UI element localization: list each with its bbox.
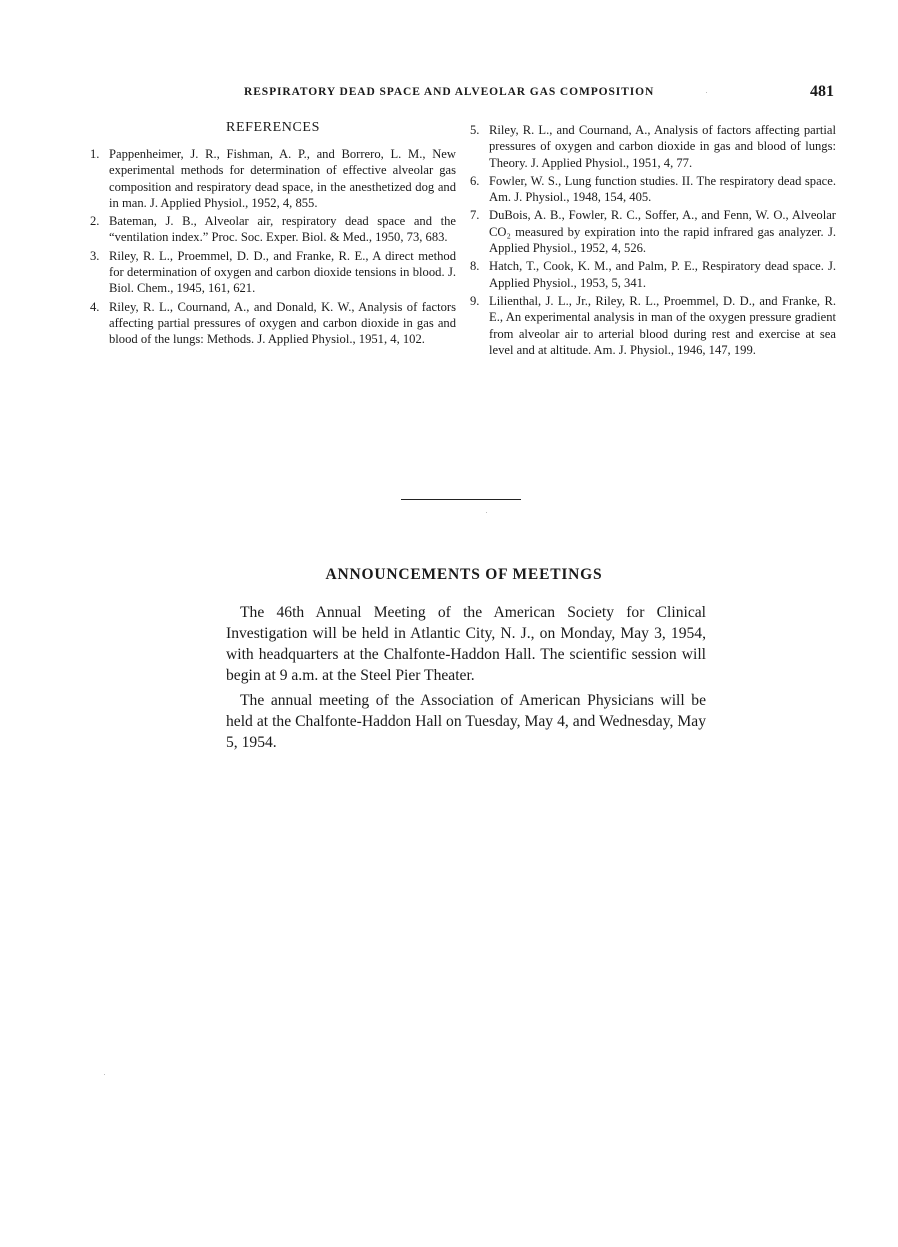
page-number: 481 xyxy=(810,83,834,100)
references-heading: REFERENCES xyxy=(226,120,320,135)
reference-item xyxy=(470,258,836,291)
announcement-paragraph: The 46th Annual Meeting of the American Society for Clinical Investigation will be held in Atlantic City, N. J., on Monday, May 3, 1954, with headquarters at the Chalfonte-Haddon Hall. The scientific session will begin at 9 a.m. at the Steel Pier Theater. xyxy=(226,604,706,684)
reference-number: 2. xyxy=(90,214,100,229)
reference-item xyxy=(470,122,836,171)
scan-speck xyxy=(706,92,707,93)
scan-speck xyxy=(104,1074,105,1075)
announcement-paragraph: The annual meeting of the Association of American Physicians will be held at the Chalfonte-Haddon Hall on Tuesday, May 4, and Wednesday, May 5, 1954. xyxy=(226,692,706,751)
section-divider xyxy=(401,499,521,500)
reference-number: 6. xyxy=(470,173,480,188)
reference-text: DuBois, A. B., Fowler, R. C., Soffer, A., and Fenn, W. O., Alveolar CO₂ measured by expiration into the rapid infrared gas analyzer. J. Applied Physiol., 1952, 4, 526. xyxy=(489,208,836,256)
reference-text: Riley, R. L., Cournand, A., and Donald, K. W., Analysis of factors affecting partial pressures of oxygen and carbon dioxide in gas and blood of the lungs: Methods. J. Applied Physiol., 1951, 4, 102. xyxy=(109,299,456,347)
reference-item xyxy=(470,173,836,206)
references-left-column xyxy=(90,146,456,350)
reference-number: 8. xyxy=(470,259,480,274)
reference-text: Bateman, J. B., Alveolar air, respiratory dead space and the “ventilation index.” Proc. Soc. Exper. Biol. & Med., 1950, 73, 683. xyxy=(109,214,456,245)
reference-item xyxy=(90,248,456,297)
scan-speck xyxy=(486,512,487,513)
running-head: RESPIRATORY DEAD SPACE AND ALVEOLAR GAS COMPOSITION xyxy=(244,86,655,98)
reference-item xyxy=(90,213,456,246)
reference-item xyxy=(470,293,836,358)
reference-number: 5. xyxy=(470,123,480,137)
reference-item xyxy=(90,299,456,348)
reference-text: Lilienthal, J. L., Jr., Riley, R. L., Proemmel, D. D., and Franke, R. E., An experimental analysis in man of the oxygen pressure gradient from alveolar air to arterial blood during rest and exercise at sea level and at altitude. Am. J. Physiol., 1946, 147, 199. xyxy=(489,293,836,357)
reference-number: 7. xyxy=(470,208,480,223)
references-right-column xyxy=(470,122,836,360)
reference-item xyxy=(90,146,456,211)
reference-text: Hatch, T., Cook, K. M., and Palm, P. E., Respiratory dead space. J. Applied Physiol., 1953, 5, 341. xyxy=(489,259,836,290)
reference-number: 4. xyxy=(90,299,100,314)
reference-text: Riley, R. L., Proemmel, D. D., and Franke, R. E., A direct method for determination of oxygen and carbon dioxide tensions in blood. J. Biol. Chem., 1945, 161, 621. xyxy=(109,248,456,296)
reference-number: 3. xyxy=(90,248,100,263)
reference-number: 9. xyxy=(470,293,480,308)
reference-text: Riley, R. L., and Cournand, A., Analysis of factors affecting partial pressures of oxygen and carbon dioxide in gas and blood of lungs: Theory. J. Applied Physiol., 1951, 4, 77. xyxy=(489,123,836,170)
reference-number: 1. xyxy=(90,147,100,161)
reference-item xyxy=(470,207,836,256)
reference-text: Pappenheimer, J. R., Fishman, A. P., and Borrero, L. M., New experimental methods for determination of effective alveolar gas composition and respiratory dead space, in the anesthetized dog and in man. J. Applied Physiol., 1952, 4, 855. xyxy=(109,147,456,210)
announcements-heading: ANNOUNCEMENTS OF MEETINGS xyxy=(325,566,603,583)
reference-text: Fowler, W. S., Lung function studies. II. The respiratory dead space. Am. J. Physiol., 1948, 154, 405. xyxy=(489,173,836,205)
